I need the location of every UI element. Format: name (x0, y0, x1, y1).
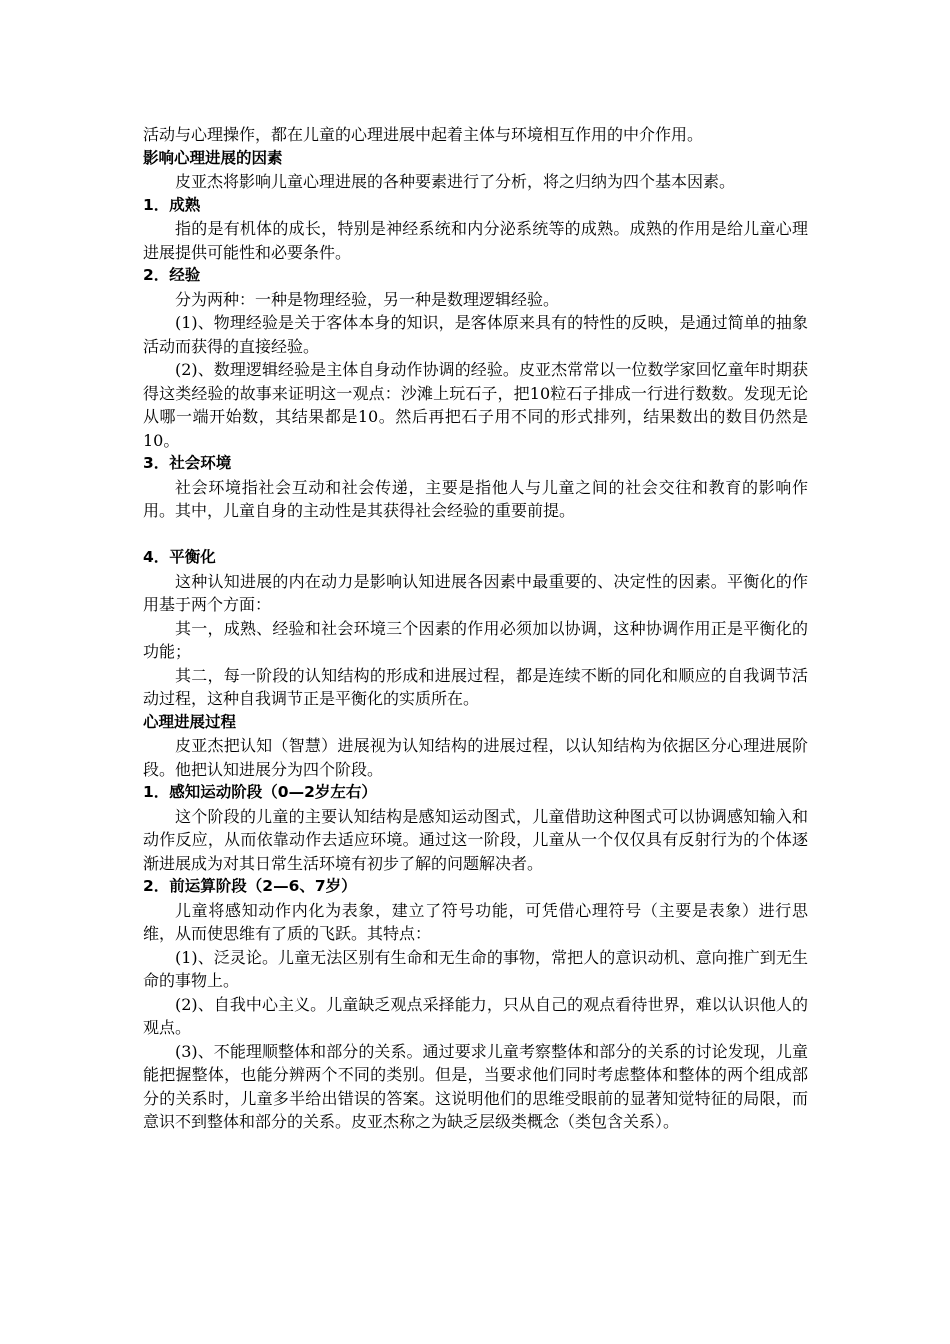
paragraph: (2)、自我中心主义。儿童缺乏观点采择能力，只从自己的观点看待世界，难以认识他人的观点。 (143, 994, 808, 1037)
paragraph: (1)、物理经验是关于客体本身的知识，是客体原来具有的特性的反映，是通过简单的抽象活动而获得的直接经验。 (143, 313, 808, 356)
subsection-heading: 2．前运算阶段（2—6、7岁） (143, 877, 357, 895)
document-body (143, 123, 808, 1134)
paragraph: 这种认知进展的内在动力是影响认知进展各因素中最重要的、决定性的因素。平衡化的作用基于两个方面： (143, 571, 808, 614)
paragraph: 社会环境指社会互动和社会传递，主要是指他人与儿童之间的社会交往和教育的影响作用。其中，儿童自身的主动性是其获得社会经验的重要前提。 (143, 477, 808, 520)
paragraph: 皮亚杰将影响儿童心理进展的各种要素进行了分析，将之归纳为四个基本因素。 (175, 172, 736, 191)
paragraph: 其一，成熟、经验和社会环境三个因素的作用必须加以协调，这种协调作用正是平衡化的功能； (143, 618, 808, 661)
paragraph: 这个阶段的儿童的主要认知结构是感知运动图式，儿童借助这种图式可以协调感知输入和动作反应，从而依靠动作去适应环境。通过这一阶段，儿童从一个仅仅具有反射行为的个体逐渐进展成为对其日常生活环境有初步了解的问题解决者。 (143, 806, 808, 873)
subsection-heading: 1．成熟 (143, 195, 201, 214)
paragraph: (1)、泛灵论。儿童无法区别有生命和无生命的事物，常把人的意识动机、意向推广到无生命的事物上。 (143, 947, 808, 990)
paragraph: 皮亚杰把认知（智慧）进展视为认知结构的进展过程，以认知结构为依据区分心理进展阶段。他把认知进展分为四个阶段。 (143, 736, 808, 779)
paragraph: 儿童将感知动作内化为表象，建立了符号功能，可凭借心理符号（主要是表象）进行思维，从而使思维有了质的飞跃。其特点： (143, 900, 808, 943)
section-heading: 影响心理进展的因素 (143, 148, 283, 167)
paragraph: (3)、不能理顺整体和部分的关系。通过要求儿童考察整体和部分的关系的讨论发现，儿童能把握整体，也能分辨两个不同的类别。但是，当要求他们同时考虑整体和整体的两个组成部分的关系时，儿童多半给出错误的答案。这说明他们的思维受眼前的显著知觉特征的局限，而意识不到整体和部分的关系。皮亚杰称之为缺乏层级类概念（类包含关系）。 (143, 1041, 808, 1131)
blank-line (143, 523, 808, 547)
subsection-heading: 4．平衡化 (143, 548, 216, 566)
paragraph: (2)、数理逻辑经验是主体自身动作协调的经验。皮亚杰常常以一位数学家回忆童年时期获得这类经验的故事来证明这一观点：沙滩上玩石子，把10粒石子排成一行进行数数。发现无论从哪一端开始数，其结果都是10。然后再把石子用不同的形式排列，结果数出的数目仍然是10。 (143, 360, 808, 450)
subsection-heading: 1．感知运动阶段（0—2岁左右） (143, 783, 377, 801)
paragraph: 分为两种：一种是物理经验，另一种是数理逻辑经验。 (175, 289, 560, 309)
subsection-heading: 3．社会环境 (143, 454, 232, 472)
paragraph: 指的是有机体的成长，特别是神经系统和内分泌系统等的成熟。成熟的作用是给儿童心理进展提供可能性和必要条件。 (143, 219, 808, 262)
subsection-heading: 2．经验 (143, 266, 201, 284)
section-heading: 心理进展过程 (143, 712, 237, 731)
paragraph: 活动与心理操作，都在儿童的心理进展中起着主体与环境相互作用的中介作用。 (143, 125, 704, 144)
paragraph: 其二，每一阶段的认知结构的形成和进展过程，都是连续不断的同化和顺应的自我调节活动过程，这种自我调节正是平衡化的实质所在。 (143, 665, 808, 708)
